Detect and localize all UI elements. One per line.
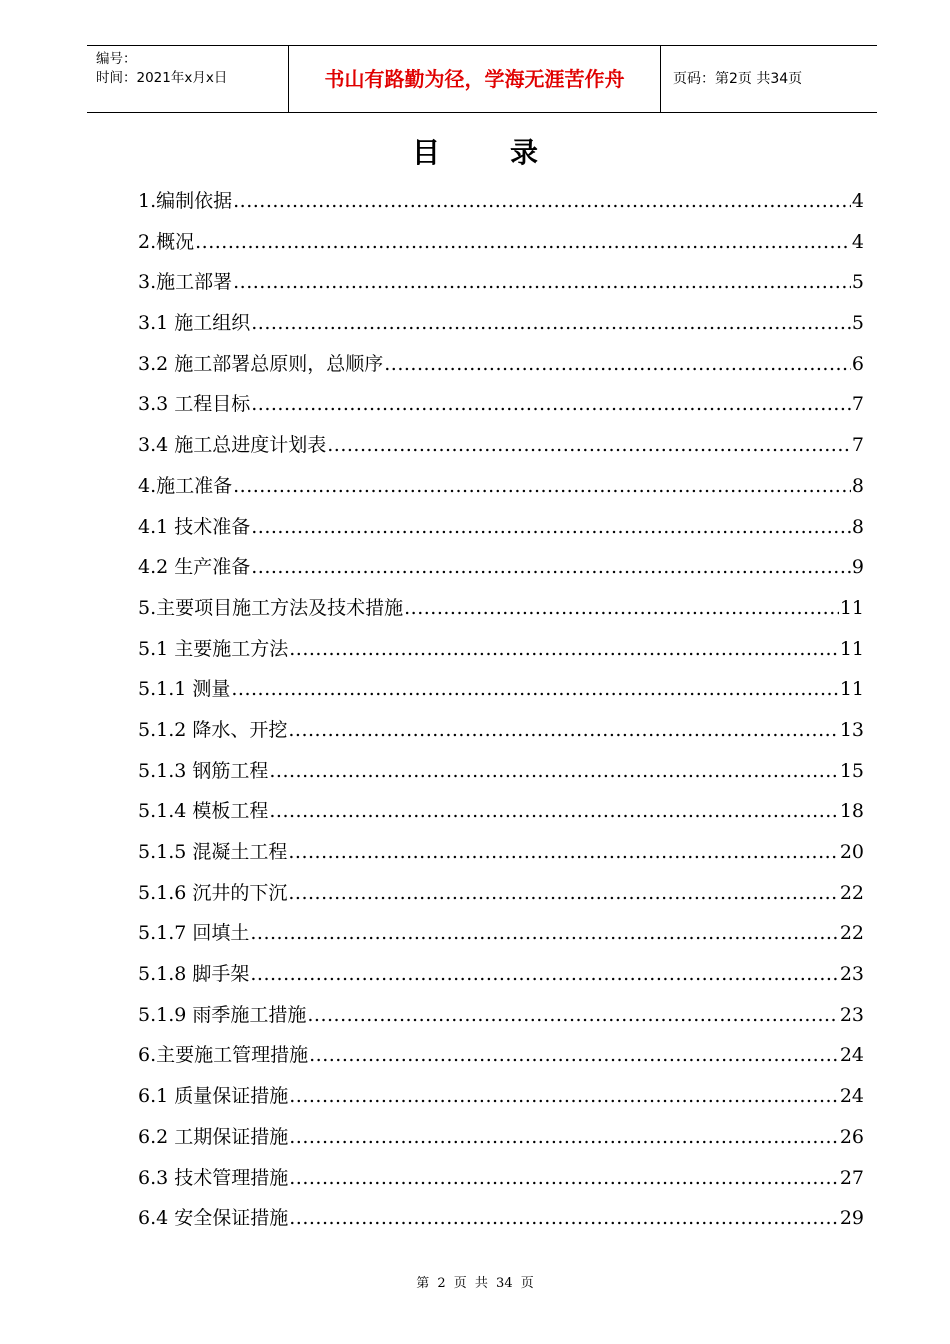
toc-entry-page: 22: [839, 881, 864, 904]
toc-entry-page: 23: [839, 963, 864, 986]
toc-dot-leader: [288, 719, 838, 741]
toc-entry-page: 8: [851, 515, 864, 538]
toc-entry-label: 6.3 技术管理措施: [138, 1166, 289, 1189]
toc-entry[interactable]: [138, 715, 864, 756]
toc-entry-label: 6.1 质量保证措施: [138, 1085, 289, 1108]
page-header: [87, 45, 877, 113]
toc-dot-leader: [233, 190, 851, 212]
toc-entry-page: 11: [839, 678, 864, 701]
toc-entry-label: 1.编制依据: [138, 190, 233, 212]
toc-entry-page: 11: [839, 637, 864, 660]
table-of-contents: [138, 186, 864, 1244]
toc-dot-leader: [251, 393, 851, 415]
toc-entry[interactable]: [138, 1203, 864, 1244]
toc-dot-leader: [307, 1004, 838, 1026]
toc-dot-leader: [327, 434, 851, 456]
toc-entry-page: 27: [839, 1166, 864, 1189]
toc-entry-page: 8: [851, 474, 864, 497]
document-time-label: 时间：2021年x月x日: [96, 70, 228, 86]
toc-entry-label: 6.4 安全保证措施: [138, 1207, 289, 1230]
toc-entry-label: 3.施工部署: [138, 271, 233, 294]
toc-entry[interactable]: [138, 186, 864, 227]
toc-entry[interactable]: [138, 1163, 864, 1204]
toc-entry-page: 11: [839, 596, 864, 619]
toc-entry[interactable]: [138, 1081, 864, 1122]
toc-entry[interactable]: [138, 430, 864, 471]
toc-entry[interactable]: [138, 1000, 864, 1041]
document-number-label: 编号：: [96, 51, 137, 67]
toc-entry[interactable]: [138, 552, 864, 593]
header-page-number: 页码：第2页 共34页: [673, 71, 803, 87]
toc-entry[interactable]: [138, 471, 864, 512]
toc-entry[interactable]: [138, 349, 864, 390]
toc-entry-label: 5.1.9 雨季施工措施: [138, 1003, 307, 1026]
toc-dot-leader: [231, 678, 838, 700]
toc-entry-label: 6.2 工期保证措施: [138, 1125, 289, 1148]
toc-entry-label: 4.2 生产准备: [138, 556, 251, 579]
toc-dot-leader: [251, 556, 851, 578]
toc-entry-page: 20: [839, 841, 864, 863]
toc-entry-label: 5.主要项目施工方法及技术措施: [138, 596, 404, 619]
toc-dot-leader: [251, 516, 851, 538]
toc-entry-label: 3.2 施工部署总原则，总顺序: [138, 352, 384, 375]
toc-dot-leader: [233, 475, 851, 497]
toc-entry-label: 5.1.7 回填土: [138, 922, 250, 945]
toc-entry-label: 2.概况: [138, 230, 195, 253]
toc-dot-leader: [384, 353, 851, 375]
toc-dot-leader: [195, 231, 851, 253]
toc-entry-page: 5: [851, 312, 864, 335]
toc-entry-label: 4.施工准备: [138, 474, 233, 497]
toc-dot-leader: [233, 271, 851, 293]
toc-entry-label: 5.1.2 降水、开挖: [138, 718, 288, 741]
page-title: 目录: [411, 136, 608, 169]
toc-entry[interactable]: [138, 634, 864, 675]
toc-entry-page: 29: [839, 1207, 864, 1230]
page-footer: 第 2 页 共 34 页: [416, 1276, 534, 1291]
toc-entry-page: 4: [851, 230, 864, 253]
toc-entry-label: 5.1 主要施工方法: [138, 637, 289, 660]
toc-dot-leader: [250, 963, 838, 985]
toc-entry[interactable]: [138, 267, 864, 308]
toc-dot-leader: [289, 1126, 839, 1148]
toc-entry-page: 23: [839, 1003, 864, 1026]
toc-dot-leader: [251, 312, 851, 334]
toc-entry[interactable]: [138, 512, 864, 553]
toc-entry[interactable]: [138, 1040, 864, 1081]
toc-entry[interactable]: [138, 837, 864, 878]
toc-dot-leader: [289, 638, 839, 660]
toc-entry-page: 6: [851, 352, 864, 375]
header-info: [87, 46, 288, 112]
toc-entry-page: 13: [839, 718, 864, 741]
header-motto: 书山有路勤为径，学海无涯苦作舟: [288, 46, 661, 112]
toc-entry-page: 15: [839, 759, 864, 782]
toc-dot-leader: [288, 882, 838, 904]
toc-entry-label: 5.1.4 模板工程: [138, 800, 269, 823]
toc-dot-leader: [269, 760, 838, 782]
toc-entry-label: 3.3 工程目标: [138, 393, 251, 416]
toc-dot-leader: [250, 922, 838, 944]
toc-entry-label: 5.1.6 沉井的下沉: [138, 881, 288, 904]
toc-entry-page: 4: [851, 190, 864, 212]
toc-entry[interactable]: [138, 593, 864, 634]
toc-dot-leader: [309, 1044, 839, 1066]
toc-entry[interactable]: [138, 227, 864, 268]
toc-entry-label: 4.1 技术准备: [138, 515, 251, 538]
toc-entry-label: 3.4 施工总进度计划表: [138, 434, 327, 457]
toc-entry-label: 3.1 施工组织: [138, 312, 251, 335]
toc-entry-page: 26: [839, 1125, 864, 1148]
toc-dot-leader: [404, 597, 839, 619]
toc-entry[interactable]: [138, 878, 864, 919]
toc-entry[interactable]: [138, 756, 864, 797]
toc-entry[interactable]: [138, 674, 864, 715]
toc-dot-leader: [289, 1085, 839, 1107]
toc-dot-leader: [289, 1167, 839, 1189]
toc-entry[interactable]: [138, 389, 864, 430]
toc-entry-page: 7: [851, 393, 864, 416]
toc-entry-label: 5.1.3 钢筋工程: [138, 759, 269, 782]
toc-dot-leader: [288, 841, 838, 863]
toc-entry-page: 5: [851, 271, 864, 294]
toc-dot-leader: [269, 800, 838, 822]
toc-entry[interactable]: [138, 796, 864, 837]
toc-entry[interactable]: [138, 959, 864, 1000]
toc-entry[interactable]: [138, 308, 864, 349]
toc-entry-page: 18: [839, 800, 864, 823]
toc-entry-page: 24: [839, 1085, 864, 1108]
toc-entry-label: 5.1.5 混凝土工程: [138, 841, 288, 863]
toc-entry-page: 9: [851, 556, 864, 579]
toc-entry-page: 7: [851, 434, 864, 457]
toc-entry[interactable]: [138, 918, 864, 959]
toc-entry-label: 5.1.1 测量: [138, 678, 231, 701]
toc-entry-page: 22: [839, 922, 864, 945]
toc-dot-leader: [289, 1207, 839, 1229]
toc-entry-label: 6.主要施工管理措施: [138, 1044, 309, 1067]
toc-entry[interactable]: [138, 1122, 864, 1163]
toc-entry-page: 24: [839, 1044, 864, 1067]
toc-entry-label: 5.1.8 脚手架: [138, 963, 250, 986]
